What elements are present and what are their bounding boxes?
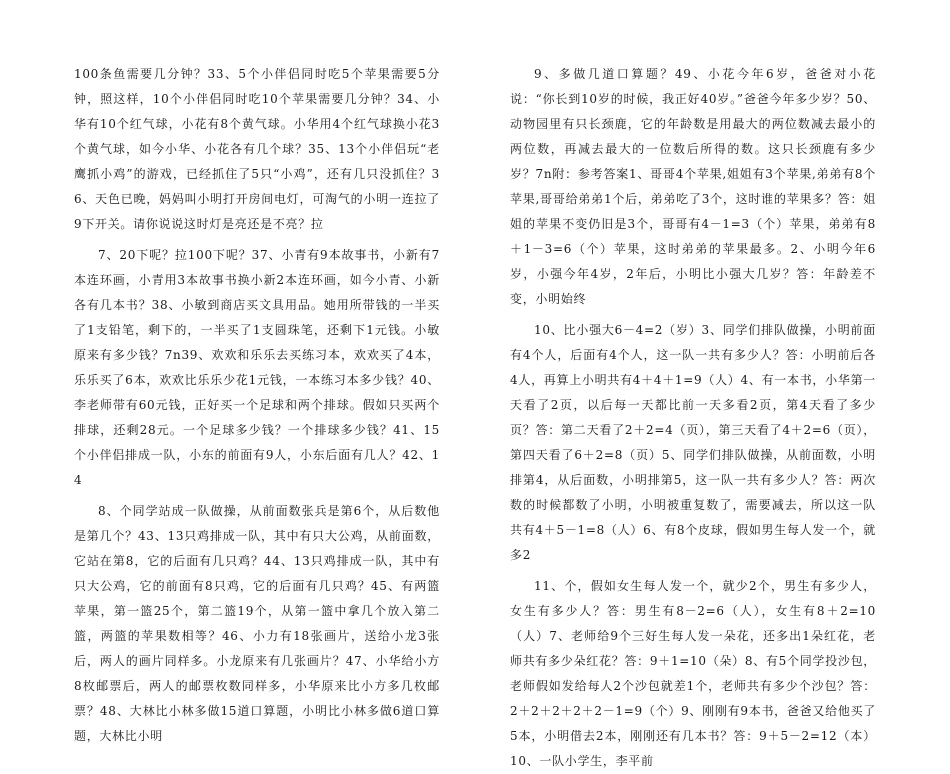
left-column	[74, 62, 440, 749]
paragraph: 100条鱼需要几分钟？33、5个小伴侣同时吃5个苹果需要5分钟，照这样，10个小伴侣同时吃10个苹果需要几分钟？34、小华有10个红气球，小花有8个黄气球。小华用4个红气球换小花3个黄气球，如今小华、小花各有几个球？35、13个小伴侣玩“老鹰抓小鸡”的游戏，已经抓住了5只“小鸡”，还有几只没抓住？36、天色已晚，妈妈叫小明打开房间电灯，可淘气的小明一连拉了9下开关。请你说说这时灯是亮还是不亮？拉	[74, 67, 440, 231]
paragraph: 8、个同学站成一队做操，从前面数张兵是第6个，从后数他是第几个？43、13只鸡排成一队，其中有只大公鸡，从前面数，它站在第8，它的后面有几只鸡？44、13只鸡排成一队，其中有只大公鸡，它的前面有8只鸡，它的后面有几只鸡？45、有两篮苹果，第一篮25个，第二篮19个，从第一篮中拿几个放入第二篮，两篮的苹果数相等？46、小力有18张画片，送给小龙3张后，两人的画片同样多。小龙原来有几张画片？47、小华给小方8枚邮票后，两人的邮票枚数同样多，小华原来比小方多几枚邮票？48、大林比小林多做15道口算题，小明比小林多做6道口算题，大林比小明	[74, 504, 440, 743]
paragraph: 9、多做几道口算题？49、小花今年6岁，爸爸对小花说：“你长到10岁的时候，我正好40岁。”爸爸今年多少岁？50、动物园里有只长颈鹿，它的年龄数是用最大的两位数减去最小的两位数，再减去最大的一位数后所得的数。这只长颈鹿有多少岁？7n附：参考答案1、哥哥4个苹果,姐姐有3个苹果,弟弟有8个苹果,哥哥给弟弟1个后，弟弟吃了3个，这时谁的苹果多？答：姐姐的苹果不变仍旧是3个，哥哥有4－1=3（个）苹果，弟弟有8＋1－3=6（个）苹果，这时弟弟的苹果最多。2、小明今年6岁，小强今年4岁，2年后，小明比小强大几岁？答：年龄差不变，小明始终	[510, 67, 876, 306]
paragraph: 11、个，假如女生每人发一个，就少2个，男生有多少人，女生有多少人？答：男生有8－2=6（人），女生有8＋2=10（人）7、老师给9个三好生每人发一朵花，还多出1朵红花，老师共有多少朵红花？答：9＋1=10（朵）8、有5个同学投沙包，老师假如发给每人2个沙包就差1个，老师共有多少个沙包？答：2＋2＋2＋2＋2－1=9（个）9、刚刚有9本书，爸爸又给他买了5本，小明借去2本，刚刚还有几本书？答：9＋5－2=12（本）10、一队小学生，李平前	[510, 579, 876, 768]
paragraph: 10、比小强大6－4=2（岁）3、同学们排队做操，小明前面有4个人，后面有4个人，这一队一共有多少人？答：小明前后各4人，再算上小明共有4＋4＋1=9（人）4、有一本书，小华第一天看了2页，以后每一天都比前一天多看2页，第4天看了多少页？答：第二天看了2＋2=4（页），第三天看了4＋2=6（页），第四天看了6＋2=8（页）5、同学们排队做操，从前面数，小明排第4，从后面数，小明排第5，这一队一共有多少人？答：两次数的时候都数了小明，小明被重复数了，需要减去，所以这一队共有4＋5－1=8（人）6、有8个皮球，假如男生每人发一个，就多2	[510, 323, 876, 562]
right-column	[510, 62, 876, 774]
paragraph: 7、20下呢？拉100下呢？37、小青有9本故事书，小新有7本连环画，小青用3本故事书换小新2本连环画，如今小青、小新各有几本书？38、小敏到商店买文具用品。她用所带钱的一半买了1支铅笔，剩下的，一半买了1支圆珠笔，还剩下1元钱。小敏原来有多少钱？7n39、欢欢和乐乐去买练习本，欢欢买了4本，乐乐买了6本，欢欢比乐乐少花1元钱，一本练习本多少钱？40、李老师带有60元钱，正好买一个足球和两个排球。假如只买两个排球，还剩28元。一个足球多少钱？一个排球多少钱？41、15个小伴侣排成一队，小东的前面有9人，小东后面有几人？42、14	[74, 248, 440, 487]
